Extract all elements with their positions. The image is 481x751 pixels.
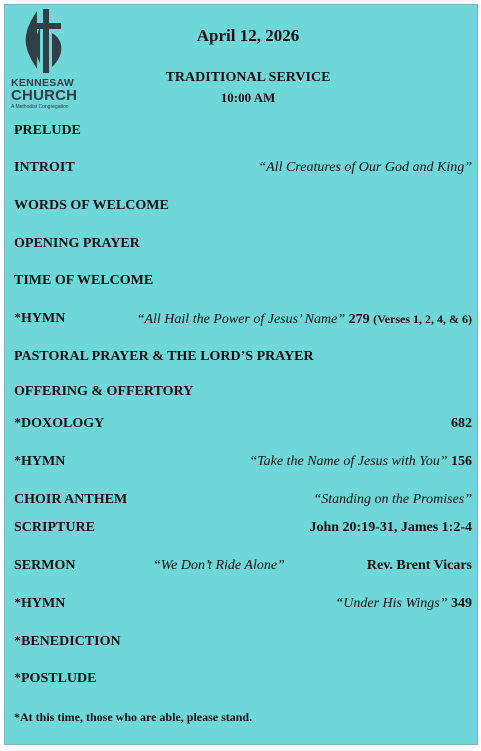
hymn-label: *HYMN (14, 454, 66, 469)
service-time: 10:00 AM (220, 90, 276, 105)
time-of-welcome-row (14, 272, 472, 290)
hymn-row-1 (14, 310, 472, 328)
opening-prayer-label: OPENING PRAYER (14, 236, 140, 251)
postlude-row (14, 670, 472, 688)
hymn-3-title: “Under His Wings” (335, 596, 448, 611)
introit-label: INTROIT (14, 160, 75, 175)
introit-title: “All Creatures of Our God and King” (258, 160, 472, 175)
benediction-row (14, 633, 472, 651)
offering-row (14, 383, 472, 401)
scripture-row (14, 519, 472, 537)
doxology-row (14, 415, 472, 433)
prelude-row (14, 122, 472, 140)
hymn-1-verses: (Verses 1, 2, 4, & 6) (373, 312, 472, 326)
time-of-welcome-label: TIME OF WELCOME (14, 273, 154, 288)
words-of-welcome-label: WORDS OF WELCOME (14, 198, 169, 213)
benediction-label: *BENEDICTION (14, 634, 121, 649)
postlude-label: *POSTLUDE (14, 671, 97, 686)
logo-text-kennesaw: KENNESAW (11, 77, 75, 89)
hymn-1-title: “All Hail the Power of Jesus’ Name” (136, 312, 346, 327)
service-title: TRADITIONAL SERVICE (165, 70, 331, 85)
pastoral-prayer-row (14, 348, 472, 366)
hymn-label: *HYMN (14, 311, 66, 326)
service-date: April 12, 2026 (196, 26, 300, 45)
choir-anthem-label: CHOIR ANTHEM (14, 492, 128, 507)
hymn-3-number: 349 (451, 596, 472, 611)
logo-tagline: A Methodist Congregation (11, 104, 69, 110)
hymn-1-number: 279 (348, 312, 370, 327)
doxology-number: 682 (451, 416, 472, 431)
hymn-label: *HYMN (14, 596, 66, 611)
standing-footnote: *At this time, those who are able, please stand. (14, 710, 253, 724)
hymn-row-3 (14, 595, 472, 613)
hymn-row-2 (14, 453, 472, 471)
scripture-reference: John 20:19-31, James 1:2-4 (309, 520, 472, 535)
sermon-row (14, 557, 472, 575)
bulletin-card (4, 4, 478, 745)
hymn-2-number: 156 (451, 454, 472, 469)
sermon-label: SERMON (14, 558, 76, 573)
choir-anthem-row (14, 491, 472, 509)
hymn-1-details (137, 310, 472, 329)
words-of-welcome-row (14, 197, 472, 215)
hymn-2-details (249, 453, 472, 471)
logo-text-church: CHURCH (11, 87, 78, 104)
hymn-2-title: “Take the Name of Jesus with You” (249, 454, 448, 469)
opening-prayer-row (14, 235, 472, 253)
hymn-3-details (335, 595, 472, 613)
sermon-title: “We Don’t Ride Alone” (153, 558, 285, 573)
doxology-label: *DOXOLOGY (14, 416, 105, 431)
preacher-name: Rev. Brent Vicars (366, 558, 472, 573)
scripture-label: SCRIPTURE (14, 520, 95, 535)
introit-row (14, 159, 472, 177)
choir-anthem-title: “Standing on the Promises” (313, 492, 472, 507)
prelude-label: PRELUDE (14, 123, 81, 138)
offering-label: OFFERING & OFFERTORY (14, 384, 194, 399)
pastoral-prayer-label: PASTORAL PRAYER & THE LORD’S PRAYER (14, 349, 314, 364)
